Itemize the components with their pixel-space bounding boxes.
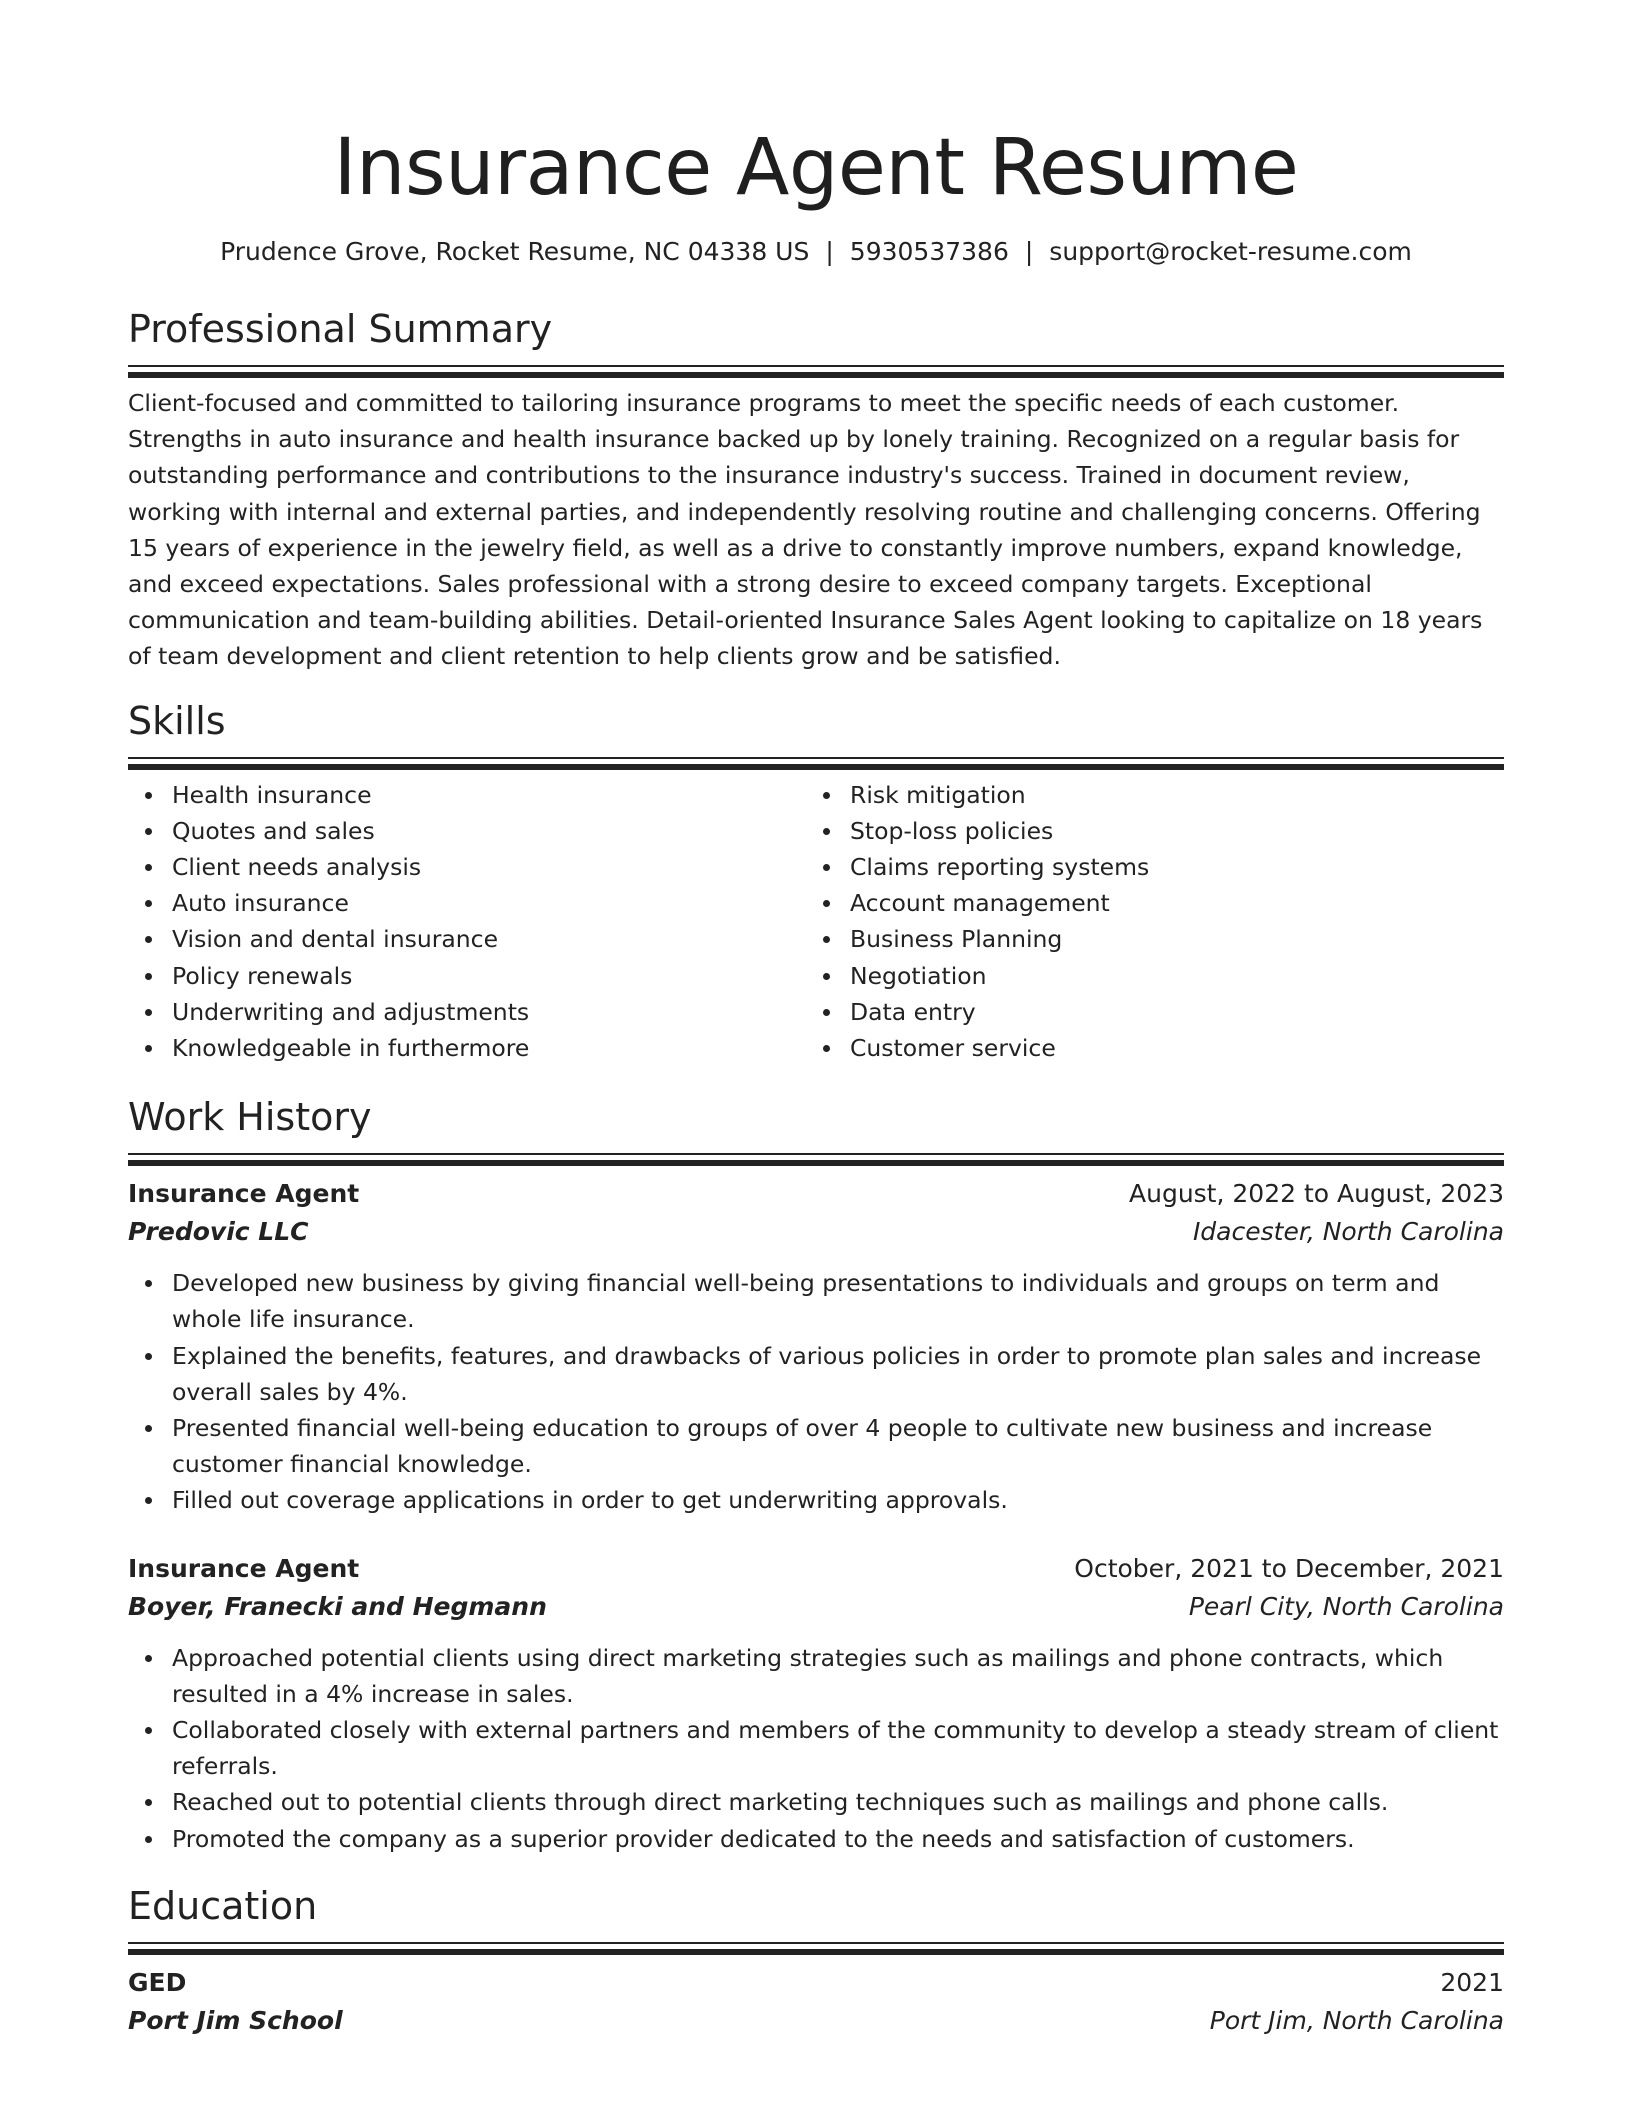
- skill-item: Health insurance: [128, 777, 806, 813]
- skill-item: Client needs analysis: [128, 849, 806, 885]
- section-divider: [128, 757, 1504, 763]
- contact-separator: |: [1024, 237, 1034, 266]
- contact-phone: 5930537386: [849, 237, 1009, 266]
- skill-item: Auto insurance: [128, 885, 806, 921]
- job-bullet: Collaborated closely with external partners and members of the community to develop a steady stream of client referrals.: [128, 1712, 1504, 1784]
- job-title: Insurance Agent: [128, 1553, 360, 1583]
- job-dates: October, 2021 to December, 2021: [1074, 1553, 1504, 1583]
- skill-item: Business Planning: [806, 921, 1484, 957]
- skills-heading: Skills: [128, 698, 226, 743]
- job-location: Idacester, North Carolina: [1192, 1217, 1504, 1247]
- contact-separator: |: [825, 237, 834, 266]
- skill-item: Customer service: [806, 1030, 1484, 1066]
- skill-item: Policy renewals: [128, 958, 806, 994]
- skill-item: Account management: [806, 885, 1484, 921]
- section-divider: [128, 1153, 1504, 1159]
- skill-item: Underwriting and adjustments: [128, 994, 806, 1030]
- job-bullet: Promoted the company as a superior provider dedicated to the needs and satisfaction of customers.: [128, 1821, 1504, 1857]
- skill-item: Negotiation: [806, 958, 1484, 994]
- job-subheader: [128, 1213, 1504, 1251]
- job-location: Pearl City, North Carolina: [1188, 1591, 1504, 1621]
- contact-email: support@rocket-resume.com: [1049, 237, 1412, 266]
- skill-item: Quotes and sales: [128, 813, 806, 849]
- job-bullet: Developed new business by giving financial well-being presentations to individuals and groups on term and whole life insurance.: [128, 1265, 1504, 1337]
- job-dates: August, 2022 to August, 2023: [1129, 1179, 1504, 1209]
- education-subheader: [128, 2002, 1504, 2040]
- job-bullet: Reached out to potential clients through direct marketing techniques such as mailings and phone calls.: [128, 1784, 1504, 1820]
- work-history-heading: Work History: [128, 1095, 372, 1140]
- education-section: [128, 1881, 1504, 2040]
- job-company: Predovic LLC: [128, 1217, 309, 1247]
- education-school: Port Jim School: [128, 2005, 343, 2035]
- skills-list-left: [128, 777, 806, 1067]
- resume-title: Insurance Agent Resume: [333, 123, 1299, 213]
- skills-columns: [128, 777, 1504, 1067]
- education-location: Port Jim, North Carolina: [1209, 2005, 1504, 2035]
- section-divider: [128, 365, 1504, 371]
- skills-list-right: [806, 777, 1484, 1067]
- skill-item: Risk mitigation: [806, 777, 1484, 813]
- contact-line: [128, 232, 1504, 272]
- job-bullet: Presented financial well-being education to groups of over 4 people to cultivate new business and increase customer financial knowledge.: [128, 1410, 1504, 1482]
- job-bullets: [128, 1265, 1504, 1518]
- skill-item: Knowledgeable in furthermore: [128, 1030, 806, 1066]
- job-subheader: [128, 1588, 1504, 1626]
- education-degree: GED: [128, 1967, 187, 1997]
- skill-item: Claims reporting systems: [806, 849, 1484, 885]
- job-entry: [128, 1550, 1504, 1857]
- job-entry: [128, 1175, 1504, 1518]
- job-bullet: Filled out coverage applications in order to get underwriting approvals.: [128, 1482, 1504, 1518]
- job-title: Insurance Agent: [128, 1179, 360, 1209]
- education-header: [128, 1964, 1504, 2002]
- resume-page: [128, 0, 1504, 2040]
- job-bullet: Approached potential clients using direct marketing strategies such as mailings and phone contracts, which resulted in a 4% increase in sales.: [128, 1640, 1504, 1712]
- summary-text: Client-focused and committed to tailoring insurance programs to meet the specific needs of each customer. Strengths in auto insurance and health insurance backed up by lonely training. Recognized on a regular basis for outstanding performance and contributions to the insurance industry's success. Trained in document review, working with internal and external parties, and independently resolving routine and challenging concerns. Offering 15 years of experience in the jewelry field, as well as a drive to constantly improve numbers, expand knowledge, and exceed expectations. Sales professional with a strong desire to exceed company targets. Exceptional communication and team-building abilities. Detail-oriented Insurance Sales Agent looking to capitalize on 18 years of team development and client retention to help clients grow and be satisfied.: [128, 389, 1483, 671]
- contact-address: Prudence Grove, Rocket Resume, NC 04338 US: [220, 237, 810, 266]
- skill-item: Vision and dental insurance: [128, 921, 806, 957]
- skills-section: [128, 696, 1504, 1067]
- education-heading: Education: [128, 1883, 318, 1928]
- summary-heading: Professional Summary: [128, 307, 553, 351]
- skill-item: Data entry: [806, 994, 1484, 1030]
- job-bullets: [128, 1640, 1504, 1857]
- skill-item: Stop-loss policies: [806, 813, 1484, 849]
- education-entry: [128, 1964, 1504, 2040]
- job-company: Boyer, Franecki and Hegmann: [128, 1591, 547, 1621]
- work-history-section: [128, 1092, 1504, 1857]
- job-bullet: Explained the benefits, features, and drawbacks of various policies in order to promote plan sales and increase overall sales by 4%.: [128, 1338, 1504, 1410]
- job-header: [128, 1550, 1504, 1588]
- section-divider: [128, 1942, 1504, 1948]
- job-header: [128, 1175, 1504, 1213]
- summary-section: [128, 304, 1504, 675]
- education-year: 2021: [1440, 1967, 1504, 1997]
